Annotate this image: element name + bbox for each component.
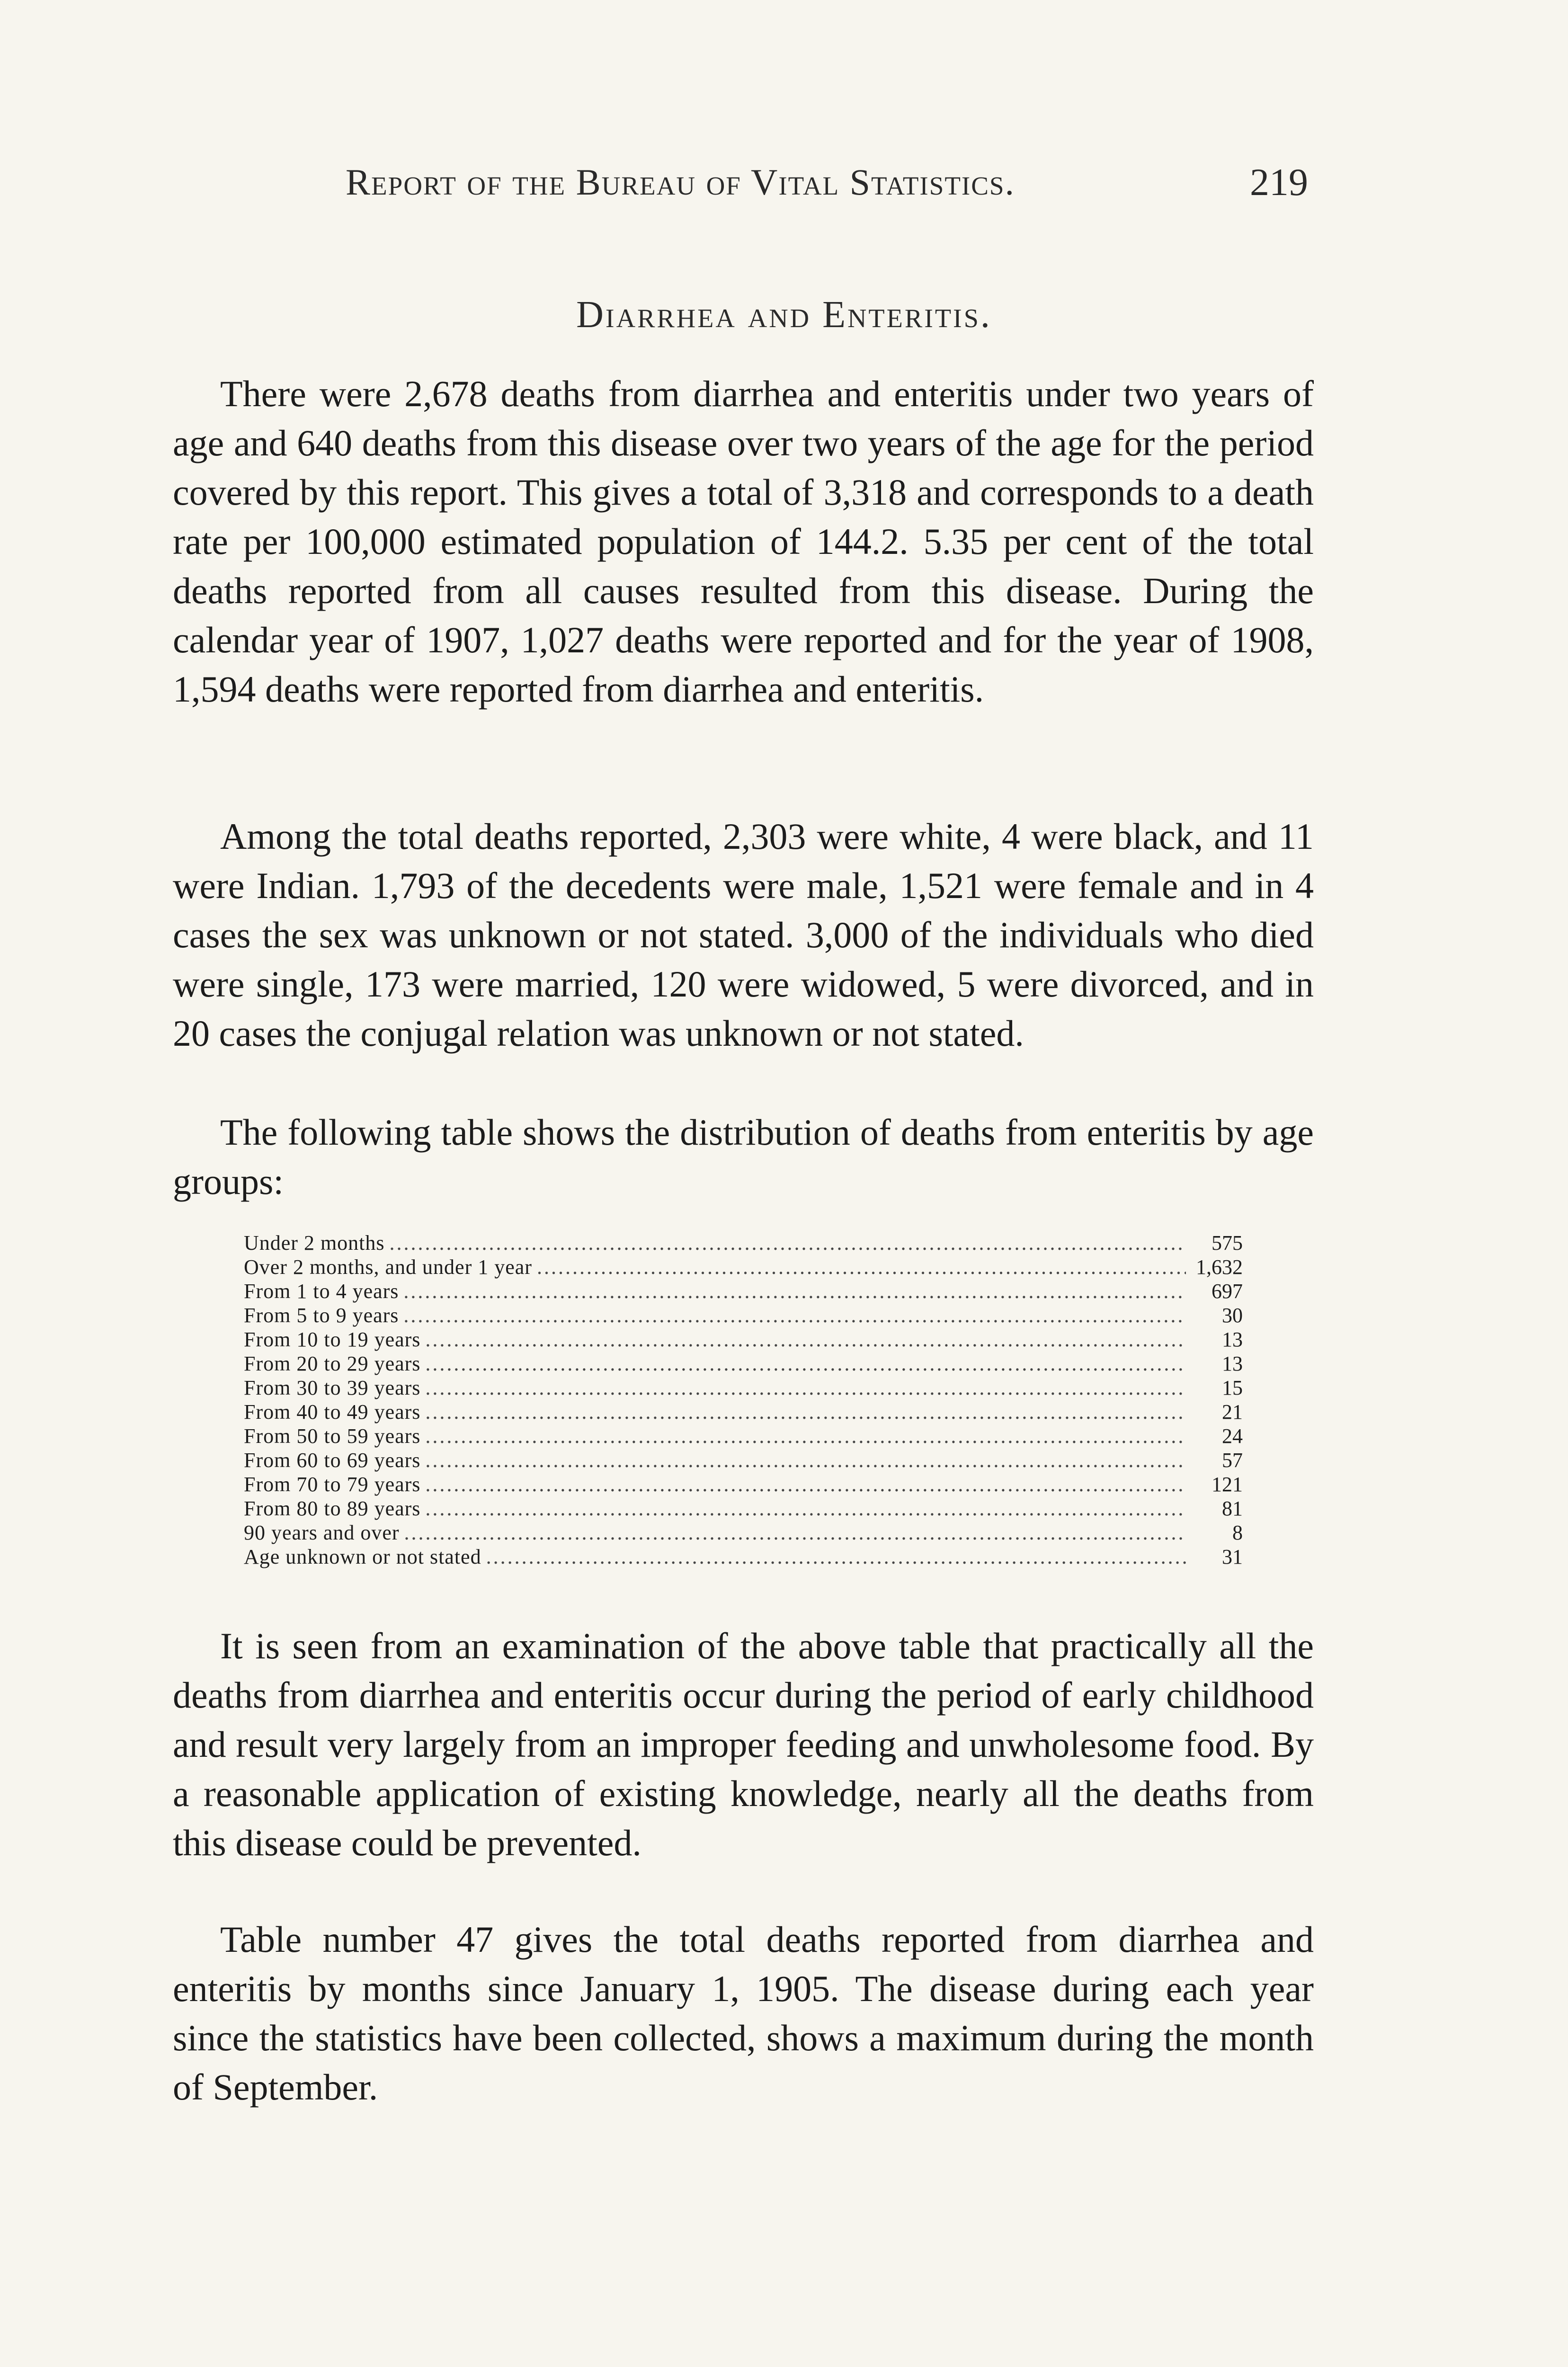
age-group-label: From 20 to 29 years bbox=[244, 1352, 421, 1375]
table-row bbox=[244, 1545, 1243, 1569]
age-group-label: Under 2 months bbox=[244, 1231, 385, 1255]
running-header: Report of the Bureau of Vital Statistics. bbox=[346, 161, 1016, 203]
paragraph-analysis: It is seen from an examination of the above table that practically all the deaths from diarrhea and enteritis occur during the period of early childhood and result very largely from an improper feeding and unwholesome food. By a reasonable application of existing knowledge, nearly all the deaths from this disease could be prevented. bbox=[173, 1625, 1314, 1863]
dot-leader bbox=[537, 1255, 1186, 1279]
table-row bbox=[244, 1255, 1243, 1279]
age-group-label: From 50 to 59 years bbox=[244, 1424, 421, 1448]
dot-leader bbox=[425, 1376, 1186, 1400]
dot-leader bbox=[403, 1279, 1186, 1303]
age-group-label: From 5 to 9 years bbox=[244, 1304, 399, 1327]
age-group-label: From 1 to 4 years bbox=[244, 1280, 399, 1303]
paragraph-demographics: Among the total deaths reported, 2,303 were white, 4 were black, and 11 were Indian. 1,793 of the decedents were male, 1,521 were female and in 4 cases the sex was unknown or not stated. 3,000 of the individuals who died were single, 173 were married, 120 were widowed, 5 were divorced, and in 20 cases the conjugal relation was unknown or not stated. bbox=[173, 816, 1314, 1054]
dot-leader bbox=[403, 1303, 1186, 1327]
table-row bbox=[244, 1400, 1243, 1424]
paragraph-table-intro: The following table shows the distribution of deaths from enteritis by age groups: bbox=[173, 1112, 1314, 1202]
age-group-label: Age unknown or not stated bbox=[244, 1545, 481, 1568]
dot-leader bbox=[425, 1327, 1186, 1352]
death-count: 13 bbox=[1222, 1328, 1243, 1351]
death-count: 575 bbox=[1212, 1231, 1243, 1255]
age-group-label: From 60 to 69 years bbox=[244, 1449, 421, 1472]
death-count: 1,632 bbox=[1196, 1255, 1243, 1279]
death-count: 21 bbox=[1222, 1400, 1243, 1424]
paragraph-deaths-summary: There were 2,678 deaths from diarrhea and enteritis under two years of age and 640 deaths from this disease over two years of the age for the period covered by this report. This gives a total of 3,318 and corresponds to a death rate per 100,000 estimated population of 144.2. 5.35 per cent of the total deaths reported from all causes resulted from this disease. During the calendar year of 1907, 1,027 deaths were reported and for the year of 1908, 1,594 deaths were reported from diarrhea and enteritis. bbox=[173, 373, 1314, 710]
death-count: 697 bbox=[1212, 1280, 1243, 1303]
age-group-label: From 40 to 49 years bbox=[244, 1400, 421, 1424]
age-group-label: From 30 to 39 years bbox=[244, 1376, 421, 1399]
table-row bbox=[244, 1327, 1243, 1352]
table-row bbox=[244, 1521, 1243, 1545]
age-group-table bbox=[244, 1231, 1243, 1569]
table-row bbox=[244, 1376, 1243, 1400]
age-group-label: 90 years and over bbox=[244, 1521, 400, 1544]
table-row bbox=[244, 1424, 1243, 1448]
dot-leader bbox=[425, 1352, 1186, 1376]
dot-leader bbox=[404, 1521, 1186, 1545]
table-row bbox=[244, 1303, 1243, 1327]
table-row bbox=[244, 1472, 1243, 1496]
table-row bbox=[244, 1448, 1243, 1472]
age-group-label: From 70 to 79 years bbox=[244, 1473, 421, 1496]
dot-leader bbox=[425, 1496, 1186, 1521]
dot-leader bbox=[425, 1400, 1186, 1424]
death-count: 121 bbox=[1212, 1473, 1243, 1496]
dot-leader bbox=[425, 1472, 1186, 1496]
death-count: 31 bbox=[1222, 1545, 1243, 1568]
table-row bbox=[244, 1496, 1243, 1521]
death-count: 81 bbox=[1222, 1497, 1243, 1520]
dot-leader bbox=[390, 1231, 1186, 1255]
table-row bbox=[244, 1231, 1243, 1255]
death-count: 15 bbox=[1222, 1376, 1243, 1399]
page-number: 219 bbox=[1250, 160, 1308, 204]
table-row bbox=[244, 1279, 1243, 1303]
dot-leader bbox=[425, 1448, 1186, 1472]
dot-leader bbox=[486, 1545, 1186, 1569]
age-group-label: Over 2 months, and under 1 year bbox=[244, 1255, 532, 1279]
death-count: 30 bbox=[1222, 1304, 1243, 1327]
death-count: 13 bbox=[1222, 1352, 1243, 1375]
death-count: 57 bbox=[1222, 1449, 1243, 1472]
section-title: Diarrhea and Enteritis. bbox=[576, 294, 992, 336]
dot-leader bbox=[425, 1424, 1186, 1448]
age-group-label: From 10 to 19 years bbox=[244, 1328, 421, 1351]
table-row bbox=[244, 1352, 1243, 1376]
death-count: 8 bbox=[1232, 1521, 1243, 1544]
paragraph-table-47-note: Table number 47 gives the total deaths reported from diarrhea and enteritis by months since January 1, 1905. The disease during each year since the statistics have been collected, shows a maximum during the month of September. bbox=[173, 1919, 1314, 2108]
age-group-label: From 80 to 89 years bbox=[244, 1497, 421, 1520]
death-count: 24 bbox=[1222, 1424, 1243, 1448]
